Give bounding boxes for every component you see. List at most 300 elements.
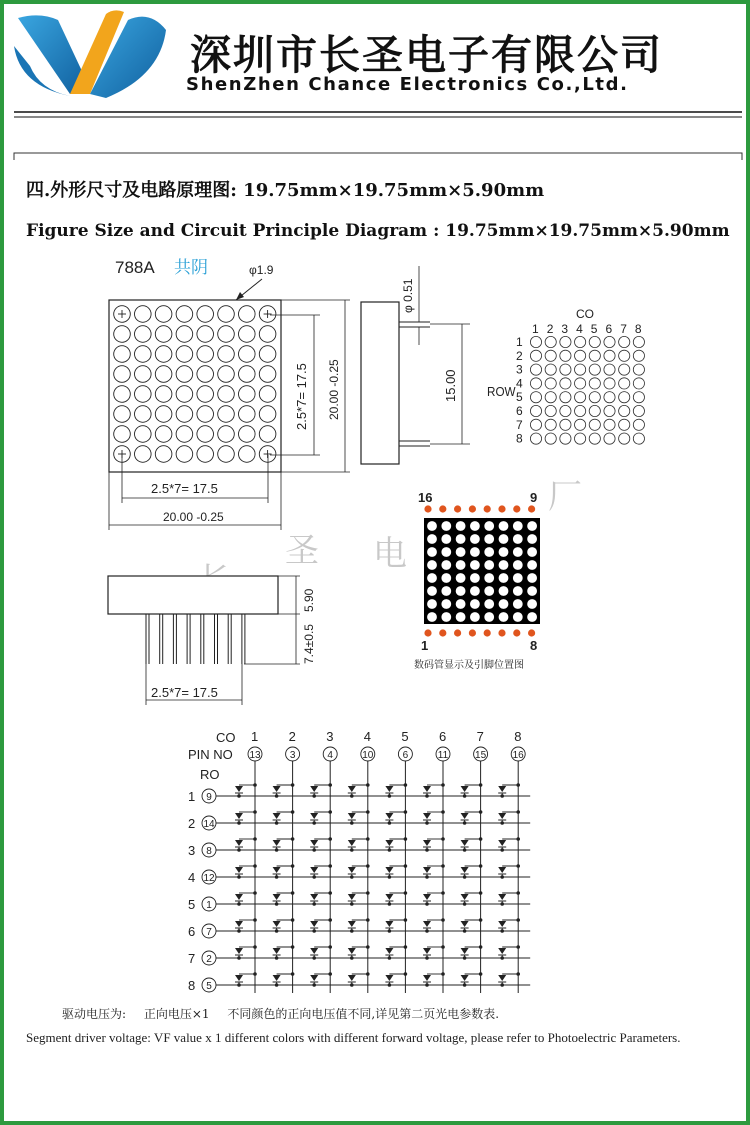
led-diode-symbol [498, 975, 506, 981]
junction-dot [253, 810, 257, 814]
schematic-row-number: 8 [188, 978, 196, 993]
junction-dot [253, 783, 257, 787]
junction-dot [425, 929, 429, 933]
front-view-outline [109, 300, 281, 472]
led-diode-symbol [423, 948, 431, 954]
led-diode-symbol [461, 867, 469, 873]
pin-diagram-led [470, 560, 480, 570]
pin-diagram-led [527, 586, 537, 596]
small-matrix [487, 307, 645, 446]
led-dot [135, 366, 152, 383]
junction-dot [350, 956, 354, 960]
pin-diagram-led [484, 534, 494, 544]
led-diode-symbol [273, 786, 281, 792]
schematic-row-pin-number: 8 [206, 846, 212, 857]
led-dot [197, 366, 214, 383]
pin-diagram-led [499, 560, 509, 570]
small-led-dot [545, 419, 556, 430]
junction-dot [237, 794, 241, 798]
common-cathode-label: 共阴 [174, 258, 208, 277]
led-dot [218, 366, 235, 383]
pin-diagram-led [499, 534, 509, 544]
schematic-wires [216, 761, 530, 993]
junction-dot [237, 929, 241, 933]
junction-dot [500, 902, 504, 906]
junction-dot [312, 821, 316, 825]
junction-dot [463, 956, 467, 960]
junction-dot [253, 891, 257, 895]
junction-dot [388, 821, 392, 825]
junction-dot [516, 918, 520, 922]
schematic-col-number: 5 [401, 729, 409, 744]
pin-label-top-left: 16 [418, 490, 433, 505]
junction-dot [463, 983, 467, 987]
junction-dot [479, 918, 483, 922]
schematic-col-number: 3 [326, 729, 334, 744]
led-diode-symbol [498, 867, 506, 873]
junction-dot [312, 902, 316, 906]
junction-dot [366, 972, 370, 976]
schematic-row-pin-number: 5 [206, 981, 212, 992]
small-led-dot [619, 419, 630, 430]
small-led-dot [545, 364, 556, 375]
small-led-dot [604, 392, 615, 403]
junction-dot [312, 875, 316, 879]
junction-dot [366, 891, 370, 895]
small-led-dot [575, 392, 586, 403]
pin-diagram-led [499, 521, 509, 531]
pin-pad [513, 629, 520, 636]
schematic-row-pin-number: 2 [206, 954, 212, 965]
pin-diagram-led [470, 521, 480, 531]
schematic-row-pin-number: 1 [206, 900, 212, 911]
led-dot [197, 346, 214, 363]
small-row-number: 5 [516, 390, 523, 405]
junction-dot [350, 821, 354, 825]
side-view [361, 266, 470, 464]
small-col-numbers [532, 322, 642, 336]
junction-dot [237, 983, 241, 987]
led-diode-symbol [235, 840, 243, 846]
led-dot [197, 446, 214, 463]
watermark-char: 圣 [285, 532, 319, 570]
small-led-dot [560, 433, 571, 444]
schematic-row-number: 7 [188, 951, 196, 966]
junction-dot [275, 983, 279, 987]
junction-dot [441, 864, 445, 868]
junction-dot [328, 891, 332, 895]
note-cn-value: 正向电压×1 [143, 1007, 210, 1021]
pin-label-bottom-right: 8 [530, 638, 538, 653]
front-view [109, 258, 350, 530]
small-led-dot [545, 392, 556, 403]
junction-dot [328, 972, 332, 976]
pin-pad [439, 505, 446, 512]
junction-dot [328, 783, 332, 787]
led-dot [176, 366, 193, 383]
pin-diagram-led [513, 612, 523, 622]
watermark-char: 厂 [548, 478, 582, 516]
junction-dot [350, 902, 354, 906]
small-col-number: 4 [576, 322, 583, 336]
led-diode-symbol [461, 813, 469, 819]
schematic-col-pin-number: 13 [249, 750, 261, 761]
small-row-number: 6 [516, 404, 523, 418]
led-diode-symbol [310, 813, 318, 819]
led-diode-symbol [235, 921, 243, 927]
junction-dot [388, 848, 392, 852]
junction-dot [479, 837, 483, 841]
led-diode-symbol [423, 975, 431, 981]
junction-dot [275, 848, 279, 852]
led-dot [239, 386, 256, 403]
junction-dot [388, 875, 392, 879]
junction-dot [404, 783, 408, 787]
led-diode-symbol [385, 894, 393, 900]
junction-dot [275, 956, 279, 960]
small-dot-grid [530, 336, 644, 444]
pin-diagram-led [484, 573, 494, 583]
thickness-label: 5.90 [302, 588, 316, 612]
junction-dot [291, 945, 295, 949]
led-diode-symbol [235, 786, 243, 792]
junction-dot [404, 891, 408, 895]
junction-dot [516, 891, 520, 895]
small-led-dot [633, 433, 644, 444]
led-dot [135, 306, 152, 323]
model-label: 788A [115, 258, 155, 277]
schematic-columns [248, 729, 525, 761]
small-led-dot [589, 419, 600, 430]
led-diode-symbol [273, 867, 281, 873]
junction-dot [291, 891, 295, 895]
led-dot [239, 306, 256, 323]
small-led-dot [633, 364, 644, 375]
led-diode-symbol [235, 948, 243, 954]
pin-diagram-led [513, 573, 523, 583]
small-led-dot [589, 378, 600, 389]
junction-dot [350, 929, 354, 933]
led-dot [114, 406, 131, 423]
circuit-schematic [188, 729, 530, 993]
junction-dot [328, 918, 332, 922]
small-row-number: 3 [516, 362, 523, 377]
small-led-dot [545, 405, 556, 416]
led-diode-symbol [310, 786, 318, 792]
led-diode-symbol [385, 948, 393, 954]
led-dot [155, 406, 172, 423]
led-dot [218, 446, 235, 463]
junction-dot [404, 972, 408, 976]
led-dot [259, 346, 276, 363]
junction-dot [463, 902, 467, 906]
junction-dot [291, 783, 295, 787]
company-name-cn: 深圳市长圣电子有限公司 [190, 31, 663, 79]
pin-diagram-led [499, 547, 509, 557]
small-led-dot [575, 433, 586, 444]
junction-dot [479, 891, 483, 895]
led-diode-symbol [348, 894, 356, 900]
bottom-view-body [108, 576, 278, 614]
led-dot [135, 386, 152, 403]
pin-diagram-body [424, 518, 540, 624]
watermark-char: 电 [373, 535, 407, 573]
small-led-dot [530, 336, 541, 347]
junction-dot [366, 810, 370, 814]
led-diode-symbol [348, 867, 356, 873]
led-dot [155, 446, 172, 463]
small-led-dot [530, 419, 541, 430]
schematic-row-number: 6 [188, 924, 196, 939]
junction-dot [291, 837, 295, 841]
pin-diagram-led [441, 534, 451, 544]
led-diode-symbol [348, 975, 356, 981]
small-led-dot [530, 405, 541, 416]
schematic-col-pin-number: 4 [327, 750, 333, 761]
pin-diagram-led [470, 599, 480, 609]
junction-dot [350, 875, 354, 879]
pin-pad [454, 629, 461, 636]
junction-dot [253, 972, 257, 976]
led-diode-symbol [348, 921, 356, 927]
junction-dot [237, 875, 241, 879]
small-led-dot [530, 364, 541, 375]
dot-diameter-label: φ1.9 [249, 263, 274, 277]
pin-pad [484, 629, 491, 636]
small-led-dot [575, 405, 586, 416]
junction-dot [425, 875, 429, 879]
junction-dot [516, 945, 520, 949]
pin-diagram-led [499, 612, 509, 622]
led-diode-symbol [385, 867, 393, 873]
schematic-row-number: 3 [188, 843, 196, 858]
led-diode-symbol [423, 840, 431, 846]
small-row-number: 1 [516, 335, 523, 349]
pin-diagram-led [484, 560, 494, 570]
pin-diagram-led [456, 599, 466, 609]
led-diode-symbol [385, 813, 393, 819]
small-led-dot [530, 350, 541, 361]
led-diode-symbol [273, 894, 281, 900]
junction-dot [350, 983, 354, 987]
small-col-number: 7 [620, 322, 627, 336]
pin-diagram-led [499, 586, 509, 596]
led-diode-symbol [235, 975, 243, 981]
small-led-dot [589, 433, 600, 444]
junction-dot [479, 783, 483, 787]
small-led-dot [604, 364, 615, 375]
height-dim-label: 20.00 -0.25 [327, 359, 341, 420]
pin-diagram-led [456, 547, 466, 557]
small-row-number: 4 [516, 376, 523, 391]
junction-dot [237, 821, 241, 825]
pin-diagram-led [427, 547, 437, 557]
small-led-dot [589, 364, 600, 375]
small-led-dot [530, 433, 541, 444]
pin-diagram-led [456, 521, 466, 531]
small-led-dot [619, 433, 630, 444]
led-diode-symbol [348, 840, 356, 846]
bottom-view [108, 576, 316, 705]
led-diode-symbol [273, 948, 281, 954]
pin-diagram-led [513, 534, 523, 544]
junction-dot [479, 864, 483, 868]
junction-dot [237, 902, 241, 906]
led-dot [176, 446, 193, 463]
junction-dot [404, 918, 408, 922]
schematic-co-label: CO [216, 730, 236, 745]
small-led-dot [633, 378, 644, 389]
junction-dot [253, 837, 257, 841]
led-diode-symbol [498, 813, 506, 819]
led-diode-symbol [385, 786, 393, 792]
pin-diagram-led [484, 612, 494, 622]
led-dot [239, 326, 256, 343]
schematic-row-number: 5 [188, 897, 196, 912]
small-co-label: CO [576, 307, 594, 321]
junction-dot [366, 783, 370, 787]
led-diode-symbol [273, 840, 281, 846]
schematic-col-pin-number: 11 [437, 750, 449, 761]
pin-diagram-led [513, 586, 523, 596]
led-dot [218, 426, 235, 443]
small-row-label: ROW [487, 384, 516, 400]
small-led-dot [530, 378, 541, 389]
pin-diagram-led [527, 560, 537, 570]
pin-diagram-led [527, 599, 537, 609]
small-led-dot [604, 419, 615, 430]
schematic-row-number: 2 [188, 816, 196, 831]
led-diode-symbol [385, 975, 393, 981]
pin-diagram-led [499, 573, 509, 583]
led-diode-symbol [310, 840, 318, 846]
pin-diagram-led [470, 573, 480, 583]
pin-diagram-led [527, 547, 537, 557]
led-dot [176, 406, 193, 423]
small-led-dot [575, 378, 586, 389]
junction-dot [275, 875, 279, 879]
junction-dot [516, 783, 520, 787]
junction-dot [516, 972, 520, 976]
pin-diagram-led [441, 573, 451, 583]
junction-dot [366, 918, 370, 922]
pin-diagram-led [427, 521, 437, 531]
pin-diagram-led [527, 612, 537, 622]
small-led-dot [589, 350, 600, 361]
schematic-row-pin-number: 12 [203, 873, 215, 884]
schematic-col-number: 6 [439, 729, 447, 744]
small-led-dot [560, 336, 571, 347]
junction-dot [500, 875, 504, 879]
note-cn-label: 驱动电压为: [62, 1007, 127, 1021]
led-dot [239, 366, 256, 383]
pin-diagram-led [499, 599, 509, 609]
pin-diagram-led [427, 534, 437, 544]
width-dim-label: 20.00 -0.25 [163, 510, 224, 524]
pin-diagram-led [513, 547, 523, 557]
junction-dot [404, 837, 408, 841]
pin-pad [469, 505, 476, 512]
led-dot [135, 406, 152, 423]
schematic-col-pin-number: 16 [512, 750, 524, 761]
pin-diagram-led [484, 521, 494, 531]
led-diode-symbol [348, 786, 356, 792]
small-led-dot [604, 378, 615, 389]
pin-diagram-led [427, 560, 437, 570]
small-led-dot [619, 405, 630, 416]
junction-dot [500, 848, 504, 852]
schematic-row-pin-number: 14 [203, 819, 215, 830]
small-led-dot [619, 364, 630, 375]
small-led-dot [575, 336, 586, 347]
junction-dot [237, 956, 241, 960]
led-diode-symbol [385, 921, 393, 927]
pads-top [424, 505, 535, 512]
led-diode-symbol [310, 867, 318, 873]
pin-diagram-led [456, 612, 466, 622]
junction-dot [388, 902, 392, 906]
junction-dot [516, 810, 520, 814]
led-dot [218, 406, 235, 423]
small-led-dot [633, 419, 644, 430]
pin-pad [424, 629, 431, 636]
led-diode-symbol [461, 975, 469, 981]
small-led-dot [560, 405, 571, 416]
pin-diagram-led [527, 521, 537, 531]
pin-diagram-led [527, 573, 537, 583]
small-led-dot [575, 364, 586, 375]
junction-dot [328, 945, 332, 949]
led-dot [176, 386, 193, 403]
small-led-dot [560, 419, 571, 430]
led-dot [155, 326, 172, 343]
led-diode-symbol [423, 921, 431, 927]
led-dot [259, 406, 276, 423]
note-cn-detail: 不同颜色的正向电压值不同,详见第二页光电参数表. [227, 1007, 500, 1021]
led-diode-symbol [310, 894, 318, 900]
pin-label-top-right: 9 [530, 490, 538, 505]
small-col-number: 3 [561, 322, 569, 336]
small-led-dot [545, 336, 556, 347]
junction-dot [441, 918, 445, 922]
junction-dot [479, 945, 483, 949]
led-dot [218, 386, 235, 403]
led-dot [176, 426, 193, 443]
small-led-dot [545, 378, 556, 389]
led-diode-symbol [461, 840, 469, 846]
junction-dot [463, 821, 467, 825]
small-led-dot [560, 392, 571, 403]
led-dot [135, 426, 152, 443]
led-diode-symbol [498, 948, 506, 954]
led-diode-symbol [235, 867, 243, 873]
junction-dot [463, 929, 467, 933]
junction-dot [500, 956, 504, 960]
side-view-body [361, 302, 399, 464]
small-row-number: 7 [516, 417, 523, 432]
led-dot [259, 386, 276, 403]
junction-dot [404, 810, 408, 814]
led-diode-symbol [235, 894, 243, 900]
junction-dot [366, 837, 370, 841]
led-dot [176, 326, 193, 343]
led-diode-symbol [310, 948, 318, 954]
pin-diagram-led [527, 534, 537, 544]
small-led-dot [589, 405, 600, 416]
company-name-en: ShenZhen Chance Electronics Co.,Ltd. [186, 74, 629, 95]
junction-dot [404, 945, 408, 949]
pin-pad [513, 505, 520, 512]
